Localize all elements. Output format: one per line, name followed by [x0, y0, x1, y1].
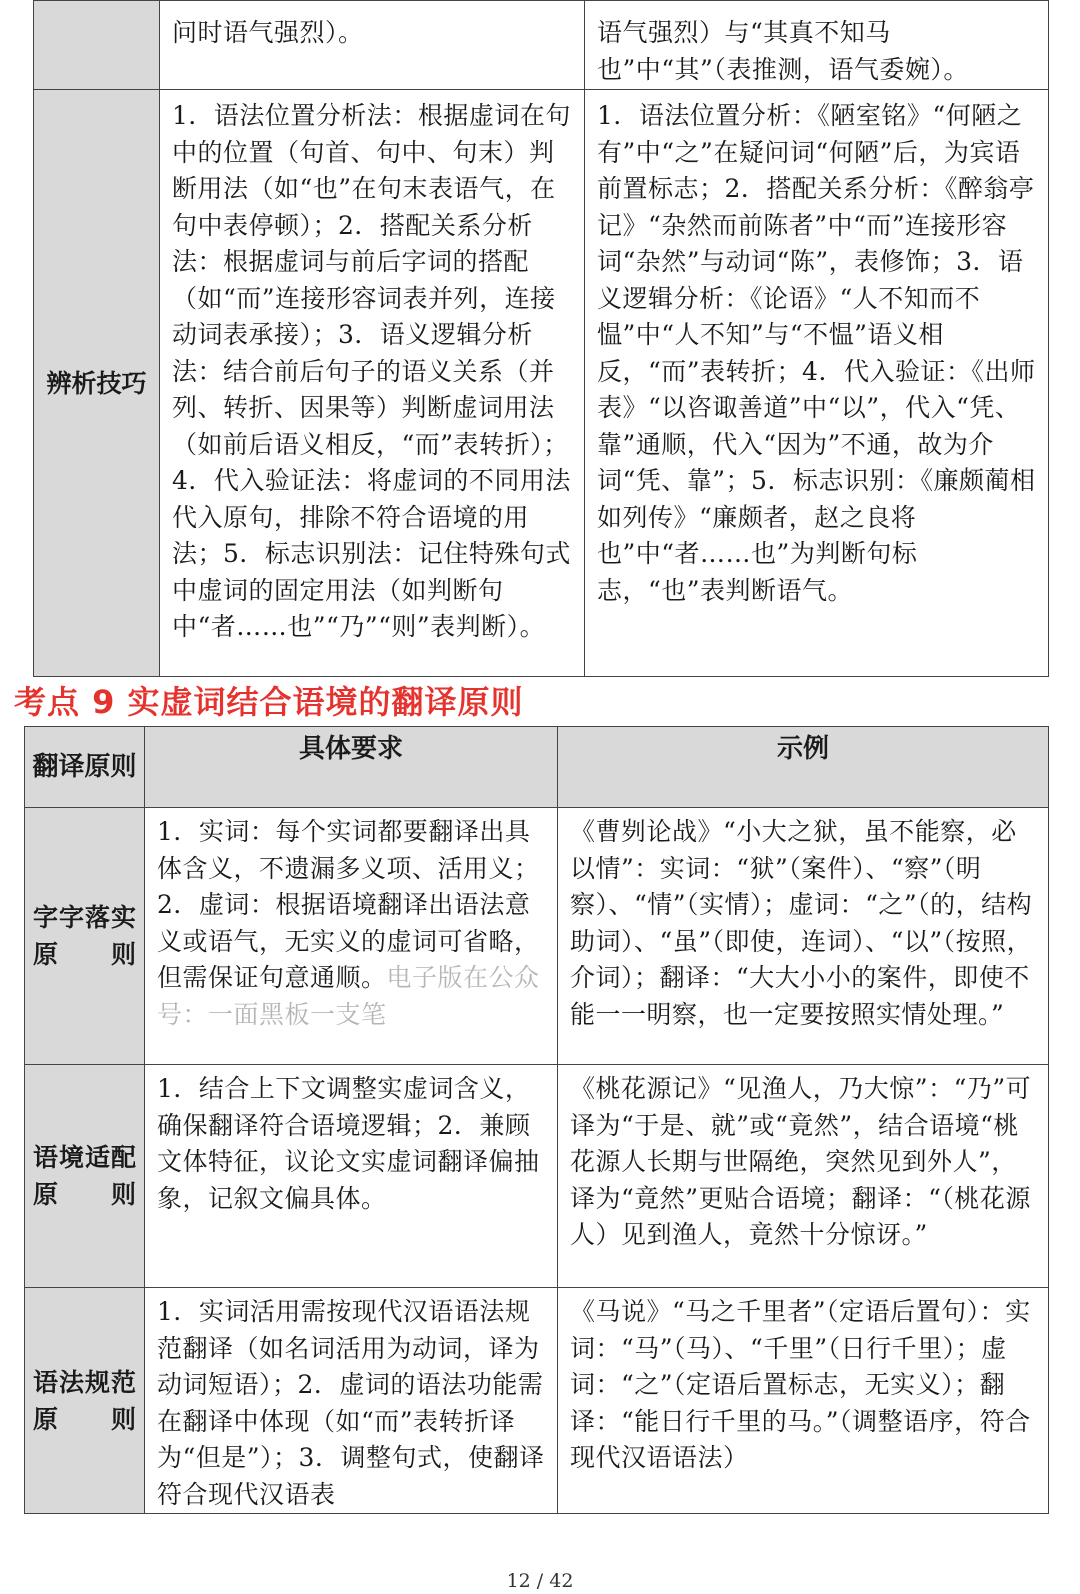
row-label-grammar-norms: 语法规范原则 [25, 1288, 145, 1514]
header-row [25, 727, 1049, 808]
translation-principles-table [24, 726, 1049, 1514]
col-header-principle: 翻译原则 [25, 727, 145, 808]
col-header-requirements: 具体要求 [145, 727, 558, 808]
section-title: 考点 9 实虚词结合语境的翻译原则 [14, 683, 524, 721]
requirements-cell: 1．结合上下文调整实虚词含义，确保翻译符合语境逻辑；2．兼顾文体特征，议论文实虚词翻译偏抽象，记叙文偏具体。 [145, 1065, 558, 1288]
example-cell: 《桃花源记》“见渔人，乃大惊”：“乃”可译为“于是、就”或“竟然”，结合语境“桃花源人长期与世隔绝，突然见到外人”，译为“竟然”更贴合语境；翻译：“（桃花源人）见到渔人，竟然十分惊讶。” [558, 1065, 1049, 1288]
example-cell: 《马说》“马之千里者”（定语后置句）：实词：“马”（马）、“千里”（日行千里）；虚词：“之”（定语后置标志，无实义）；翻译：“能日行千里的马。”（调整语序，符合现代汉语语法） [558, 1288, 1049, 1514]
table-row [34, 1, 1049, 90]
example-cell: 语气强烈）与“其真不知马也”中“其”（表推测，语气委婉）。 [585, 1, 1049, 90]
row-label-context-fit: 语境适配原则 [25, 1065, 145, 1288]
example-cell: 1．语法位置分析：《陋室铭》“何陋之有”中“之”在疑问词“何陋”后，为宾语前置标志；2．搭配关系分析：《醉翁亭记》“杂然而前陈者”中“而”连接形容词“杂然”与动词“陈”，表修饰；3．语义逻辑分析：《论语》“人不知而不愠”中“人不知”与“不愠”语义相反，“而”表转折；4．代入验证：《出师表》“以咨诹善道”中“以”，代入“凭、靠”通顺，代入“因为”不通，故为介词“凭、靠”；5．标志识别：《廉颇蔺相如列传》“廉颇者，赵之良将也”中“者……也”为判断句标志，“也”表判断语气。 [585, 90, 1049, 677]
example-cell: 《曹刿论战》“小大之狱，虽不能察，必以情”：实词：“狱”（案件）、“察”（明察）、“情”（实情）；虚词：“之”（的，结构助词）、“虽”（即使，连词）、“以”（按照，介词）；翻译：“大大小小的案件，即使不能一一明察，也一定要按照实情处理。” [558, 808, 1049, 1065]
table-row [25, 808, 1049, 1065]
method-cell: 1．语法位置分析法：根据虚词在句中的位置（句首、句中、句末）判断用法（如“也”在句末表语气，在句中表停顿）；2．搭配关系分析法：根据虚词与前后字词的搭配（如“而”连接形容词表并列，连接动词表承接）；3．语义逻辑分析法：结合前后句子的语义关系（并列、转折、因果等）判断虚词用法（如前后语义相反，“而”表转折）；4．代入验证法：将虚词的不同用法代入原句，排除不符合语境的用法；5．标志识别法：记住特殊句式中虚词的固定用法（如判断句中“者……也”“乃”“则”表判断）。 [160, 90, 585, 677]
row-label-word-by-word: 字字落实原则 [25, 808, 145, 1065]
table-row [25, 1288, 1049, 1514]
watermark-text: 电子版在公众号：一面黑板一支笔 [157, 963, 540, 1029]
requirements-cell: 1．实词活用需按现代汉语语法规范翻译（如名词活用为动词，译为动词短语）；2．虚词的语法功能需在翻译中体现（如“而”表转折译为“但是”）；3．调整句式，使翻译符合现代汉语表 [145, 1288, 558, 1514]
requirements-cell [145, 808, 558, 1065]
table-row [34, 90, 1049, 677]
method-cell: 问时语气强烈）。 [160, 1, 585, 90]
table-row [25, 1065, 1049, 1288]
row-label-analysis-skills: 辨析技巧 [34, 90, 160, 677]
analysis-table-continued [33, 0, 1049, 677]
page-number: 12 / 42 [506, 1570, 574, 1592]
requirements-text: 1．实词：每个实词都要翻译出具体含义，不遗漏多义项、活用义；2．虚词：根据语境翻译出语法意义或语气，无实义的虚词可省略，但需保证句意通顺。 [157, 817, 540, 992]
col-header-examples: 示例 [558, 727, 1049, 808]
row-label-empty [34, 1, 160, 90]
